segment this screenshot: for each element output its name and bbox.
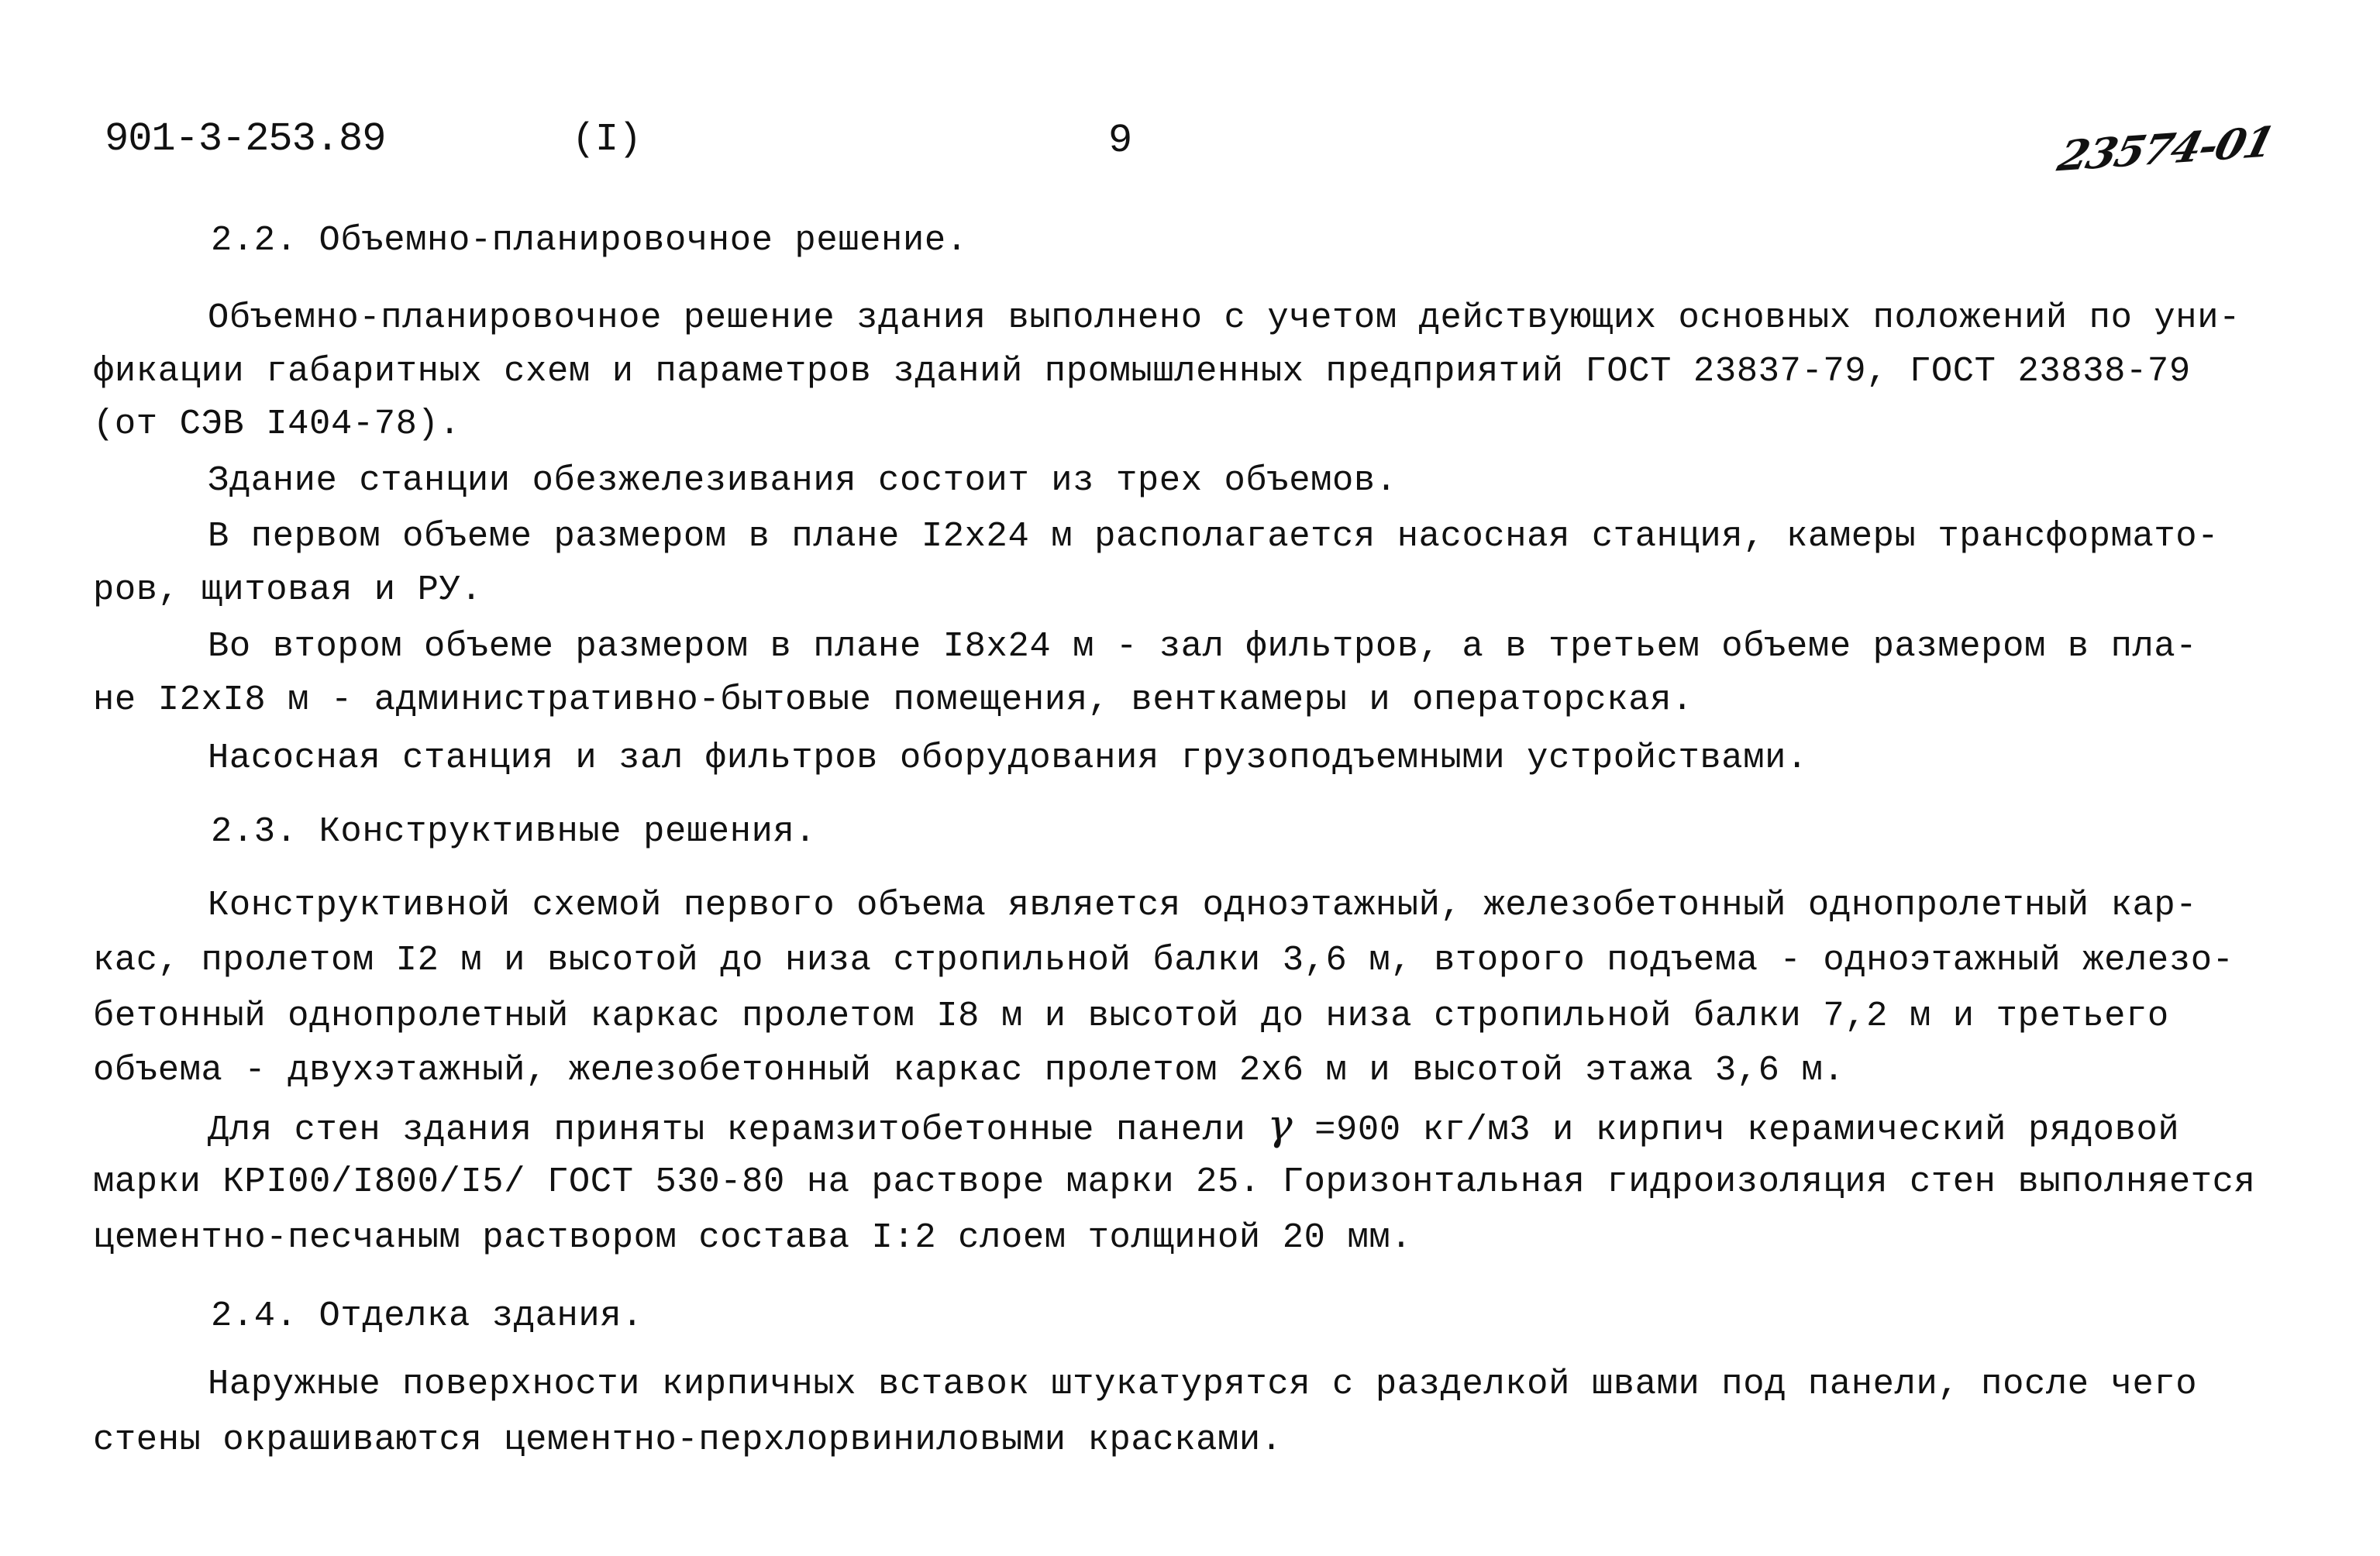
gamma-symbol: γ (1267, 1100, 1293, 1149)
page-number: 9 (1108, 118, 1133, 164)
section-heading-2-2: 2.2. Объемно-планировочное решение. (211, 220, 968, 260)
page-header (0, 116, 2380, 181)
paragraph-line: кас, пролетом I2 м и высотой до низа стропильной балки 3,6 м, второго подъема - одноэтажный железо- (93, 940, 2234, 980)
paragraph-line: Конструктивной схемой первого объема является одноэтажный, железобетонный однопролетный кар- (208, 885, 2198, 925)
paragraph-text: =900 кг/м3 и кирпич керамический рядовой (1293, 1110, 2180, 1150)
paragraph-line: не I2xI8 м - административно-бытовые помещения, венткамеры и операторская. (93, 680, 1693, 720)
paragraph-line: (от СЭВ I404-78). (93, 404, 461, 444)
paragraph-line: цементно-песчаным раствором состава I:2 слоем толщиной 20 мм. (93, 1217, 1413, 1258)
paragraph-line: Во втором объеме размером в плане I8x24 м - зал фильтров, а в третьем объеме размером в пла- (208, 626, 2198, 666)
paragraph-line: бетонный однопролетный каркас пролетом I8 м и высотой до низа стропильной балки 7,2 м и третьего (93, 996, 2169, 1036)
section-heading-2-4: 2.4. Отделка здания. (211, 1296, 644, 1336)
paragraph-line: стены окрашиваются цементно-перхлорвиниловыми красками. (93, 1420, 1283, 1460)
paragraph-line: марки КРI00/I800/I5/ ГОСТ 530-80 на растворе марки 25. Горизонтальная гидроизоляция стен выполняется (93, 1162, 2256, 1202)
paragraph-line: Объемно-планировочное решение здания выполнено с учетом действующих основных положений по уни- (208, 298, 2241, 338)
paragraph-text: Для стен здания приняты керамзитобетонные панели (208, 1110, 1268, 1150)
paragraph-line: В первом объеме размером в плане I2x24 м располагается насосная станция, камеры трансформато- (208, 516, 2220, 556)
paragraph-line: Здание станции обезжелезивания состоит из трех объемов. (208, 460, 1397, 501)
paragraph-line: Наружные поверхности кирпичных вставок штукатурятся с разделкой швами под панели, после чего (208, 1364, 2198, 1404)
document-part: (I) (572, 118, 642, 162)
document-code: 901-3-253.89 (105, 116, 386, 162)
handwritten-inventory-number: 23574-01 (2053, 116, 2279, 181)
paragraph-line: Насосная станция и зал фильтров оборудования грузоподъемными устройствами. (208, 738, 1808, 778)
paragraph-line (208, 1100, 2380, 1152)
section-heading-2-3: 2.3. Конструктивные решения. (211, 811, 817, 852)
paragraph-line: объема - двухэтажный, железобетонный каркас пролетом 2x6 м и высотой этажа 3,6 м. (93, 1050, 1845, 1090)
paragraph-line: ров, щитовая и РУ. (93, 570, 483, 610)
paragraph-line: фикации габаритных схем и параметров зданий промышленных предприятий ГОСТ 23837-79, ГОСТ 23838-79 (93, 351, 2191, 391)
